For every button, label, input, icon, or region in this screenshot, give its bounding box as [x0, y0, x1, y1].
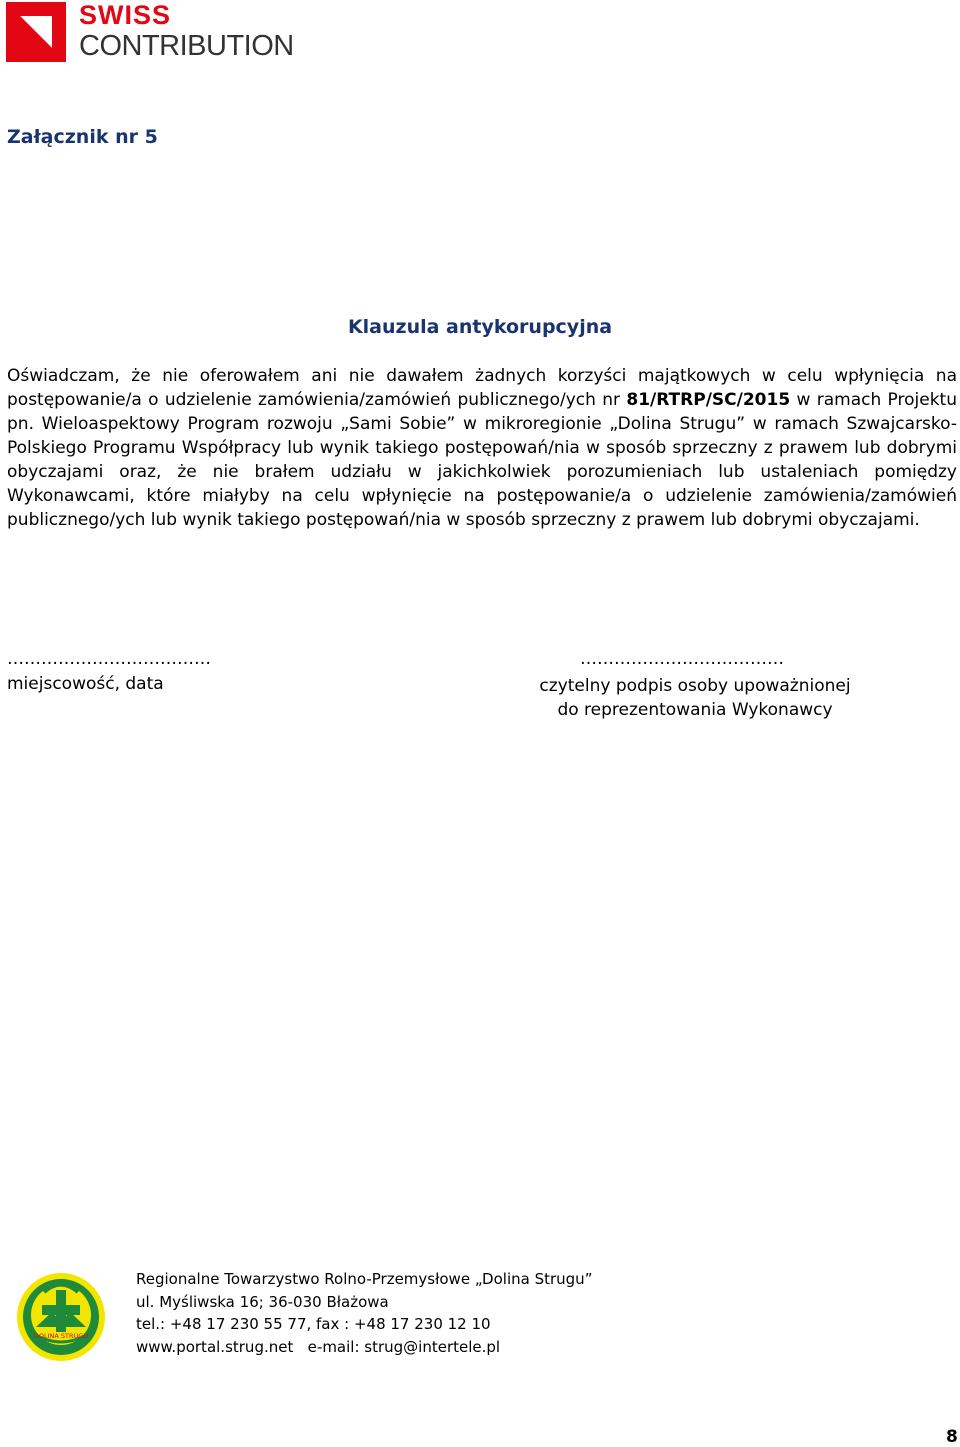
declaration-text-part2: w ramach Projektu pn. Wieloaspektowy Program rozwoju „Sami Sobie” w mikroregionie „Dolina Strugu” w ramach Szwajcarsko-Polskiego Programu Współpracy lub wynik takiego postępowań/nia w sposób sprzeczny z prawem lub dobrymi obyczajami oraz, że nie brałem udziału w jakichkolwiek porozumieniach lub ustaleniach pomiędzy Wykonawcami, które miałyby na celu wpłynięcie na postępowanie/a o udzielenie zamówienia/zamówień publicznego/ych lub wynik takiego postępowań/nia w sposób sprzeczny z prawem lub dobrymi obyczajami.: [7, 390, 957, 530]
place-date-label: miejscowość, data: [7, 674, 164, 694]
signature-label-line1: czytelny podpis osoby upoważnionej: [539, 676, 851, 696]
signature-label: [500, 674, 890, 722]
organization-contact-block: [136, 1268, 592, 1359]
logo-text-contribution: CONTRIBUTION: [79, 30, 294, 62]
procurement-reference-number: 81/RTRP/SC/2015: [626, 390, 791, 410]
organization-web-email: [136, 1336, 592, 1359]
place-date-dotted-line: ………………………………: [7, 649, 211, 669]
declaration-paragraph: [7, 364, 957, 532]
email-link[interactable]: e-mail: strug@intertele.pl: [307, 1338, 501, 1357]
swiss-contribution-logo: [6, 2, 296, 64]
signature-label-line2: do reprezentowania Wykonawcy: [557, 700, 833, 720]
swiss-cross-icon: [6, 2, 66, 62]
signature-dotted-line: ………………………………: [580, 649, 784, 669]
organization-name: Regionalne Towarzystwo Rolno-Przemysłowe „Dolina Strugu”: [136, 1270, 593, 1288]
website-link[interactable]: www.portal.strug.net: [136, 1338, 294, 1357]
clause-title: Klauzula antykorupcyjna: [347, 316, 613, 338]
organization-phone-fax: tel.: +48 17 230 55 77, fax : +48 17 230 12 10: [136, 1315, 491, 1334]
dolina-strugu-logo-text: DOLINA STRUGU: [33, 1332, 89, 1340]
declaration-text-part1: Oświadczam, że nie oferowałem ani nie dawałem żadnych korzyści majątkowych w celu wpłynięcia na postępowanie/a o udzielenie zamówienia/zamówień publicznego/ych nr: [7, 366, 957, 410]
page-number: 8: [946, 1427, 958, 1447]
dolina-strugu-logo: [16, 1272, 106, 1362]
organization-address: ul. Myśliwska 16; 36-030 Błażowa: [136, 1292, 389, 1311]
logo-text-swiss: SWISS: [79, 0, 172, 30]
attachment-label: Załącznik nr 5: [7, 126, 158, 148]
